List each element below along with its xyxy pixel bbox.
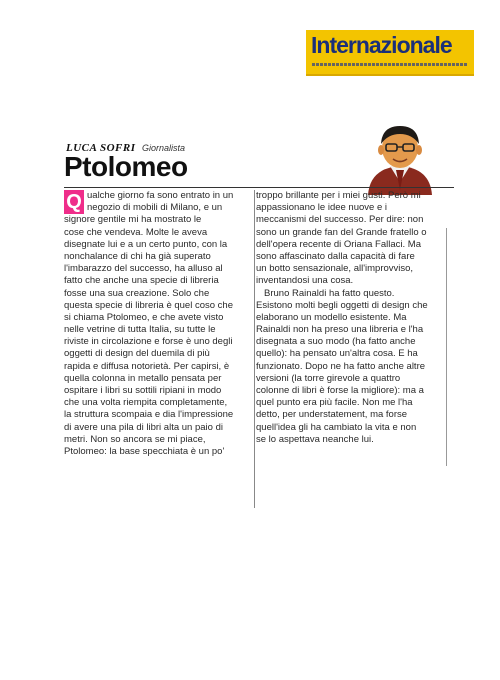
text-line: negozio di mobili di Milano, e un: [87, 202, 223, 214]
text-line: elaborano un modello esistente. Ma: [256, 311, 407, 323]
text-line: si chiama Ptolomeo, e che avete visto: [64, 311, 224, 323]
text-line: dell'opera recente di Oriana Fallaci. Ma: [256, 238, 421, 250]
text-line: detto, per understatement, ma forse: [256, 409, 408, 421]
text-line: Rainaldi non ha preso una libreria e l'ha: [256, 324, 424, 336]
lead-paragraph: [64, 190, 252, 214]
text-line: questa specie di libreria è quel coso che: [64, 299, 233, 311]
masthead-name: Internazionale: [311, 32, 452, 58]
text-line: nonchalance di chi ha già superato: [64, 250, 211, 262]
text-line: di avere una pila di libri alta un paio di: [64, 421, 223, 433]
text-line: ospitare i libri su sottili ripiani in modo: [64, 385, 222, 396]
author-portrait-icon: [360, 120, 440, 195]
text-line: fatto che anche una specie di libreria: [64, 275, 219, 287]
article-title: Ptolomeo: [64, 151, 188, 182]
author-name: LUCA SOFRI: [66, 142, 136, 154]
text-line: troppo brillante per i miei gusti. Però mi: [256, 190, 421, 201]
text-line: Ptolomeo: la base specchiata è un po': [64, 445, 225, 457]
article-column-2: [256, 190, 452, 446]
author-role: Giornalista: [142, 143, 186, 153]
text-line: signore gentile mi ha mostrato le: [64, 214, 202, 226]
text-line: sono un grande fan del Grande fratello o: [256, 226, 427, 238]
text-line: rapida e diffusa notorietà. Per capirsi, è: [64, 360, 230, 372]
text-line: se lo aspettava neanche lui.: [256, 433, 374, 445]
masthead-logo: [306, 30, 474, 76]
text-line: sono affascinato dalla capacità di fare: [256, 250, 415, 262]
text-line: nelle vetrine di tutta Italia, su tutte le: [64, 324, 216, 336]
drop-cap: Q: [64, 190, 84, 214]
text-line: quello): ha pensato un'altra cosa. E ha: [256, 348, 418, 360]
text-line: quella colonna in metallo pensata per: [64, 372, 222, 384]
text-line: la struttura scompaia e dia l'impressione: [64, 409, 234, 421]
text-line: quel punto era più facile. Non me l'ha: [256, 397, 413, 409]
text-line: metri. Non so ancora se mi piace,: [64, 433, 206, 445]
text-line: l'imbarazzo del successo, ha alluso al: [64, 263, 223, 275]
text-line: riviste in circolazione e forse è uno degli: [64, 336, 233, 348]
header-divider: [64, 187, 454, 188]
text-line: che una volta riempita completamente,: [64, 397, 228, 409]
text-line: Bruno Rainaldi ha fatto questo.: [264, 287, 395, 299]
text-line: versioni (la torre girevole a quattro: [256, 372, 401, 384]
text-line: fosse una sua creazione. Solo che: [64, 287, 210, 299]
text-line: inventandosi una cosa.: [256, 275, 354, 287]
text-line: disegnata a suo modo (ha fatto anche: [256, 336, 416, 348]
masthead-tagline-band: [312, 63, 468, 66]
text-line: un botto sensazionale, all'improvviso,: [256, 263, 414, 275]
text-line: appassionano le idee nuove e i: [256, 202, 387, 214]
text-line: Esistono molti begli oggetti di design che: [256, 299, 428, 311]
text-line: disegnate lui e a un certo punto, con la: [64, 238, 228, 250]
text-line: oggetti di design del duemila di più: [64, 348, 210, 360]
text-line: funzionato. Dopo ne ha fatto anche altre: [256, 360, 426, 372]
text-line: quell'idea gli ha cambiato la vita e non: [256, 421, 417, 433]
text-line: ualche giorno fa sono entrato in un: [87, 190, 234, 201]
column-divider: [254, 190, 255, 508]
article-column-1: [64, 190, 252, 458]
text-line: meccanismi del successo. Per dire: non: [256, 214, 424, 226]
text-line: colonne di libri è forse la migliore): ma a: [256, 385, 424, 396]
text-line: cose che vendeva. Molte le aveva: [64, 226, 208, 238]
sidebar-box-rule: [446, 228, 447, 466]
